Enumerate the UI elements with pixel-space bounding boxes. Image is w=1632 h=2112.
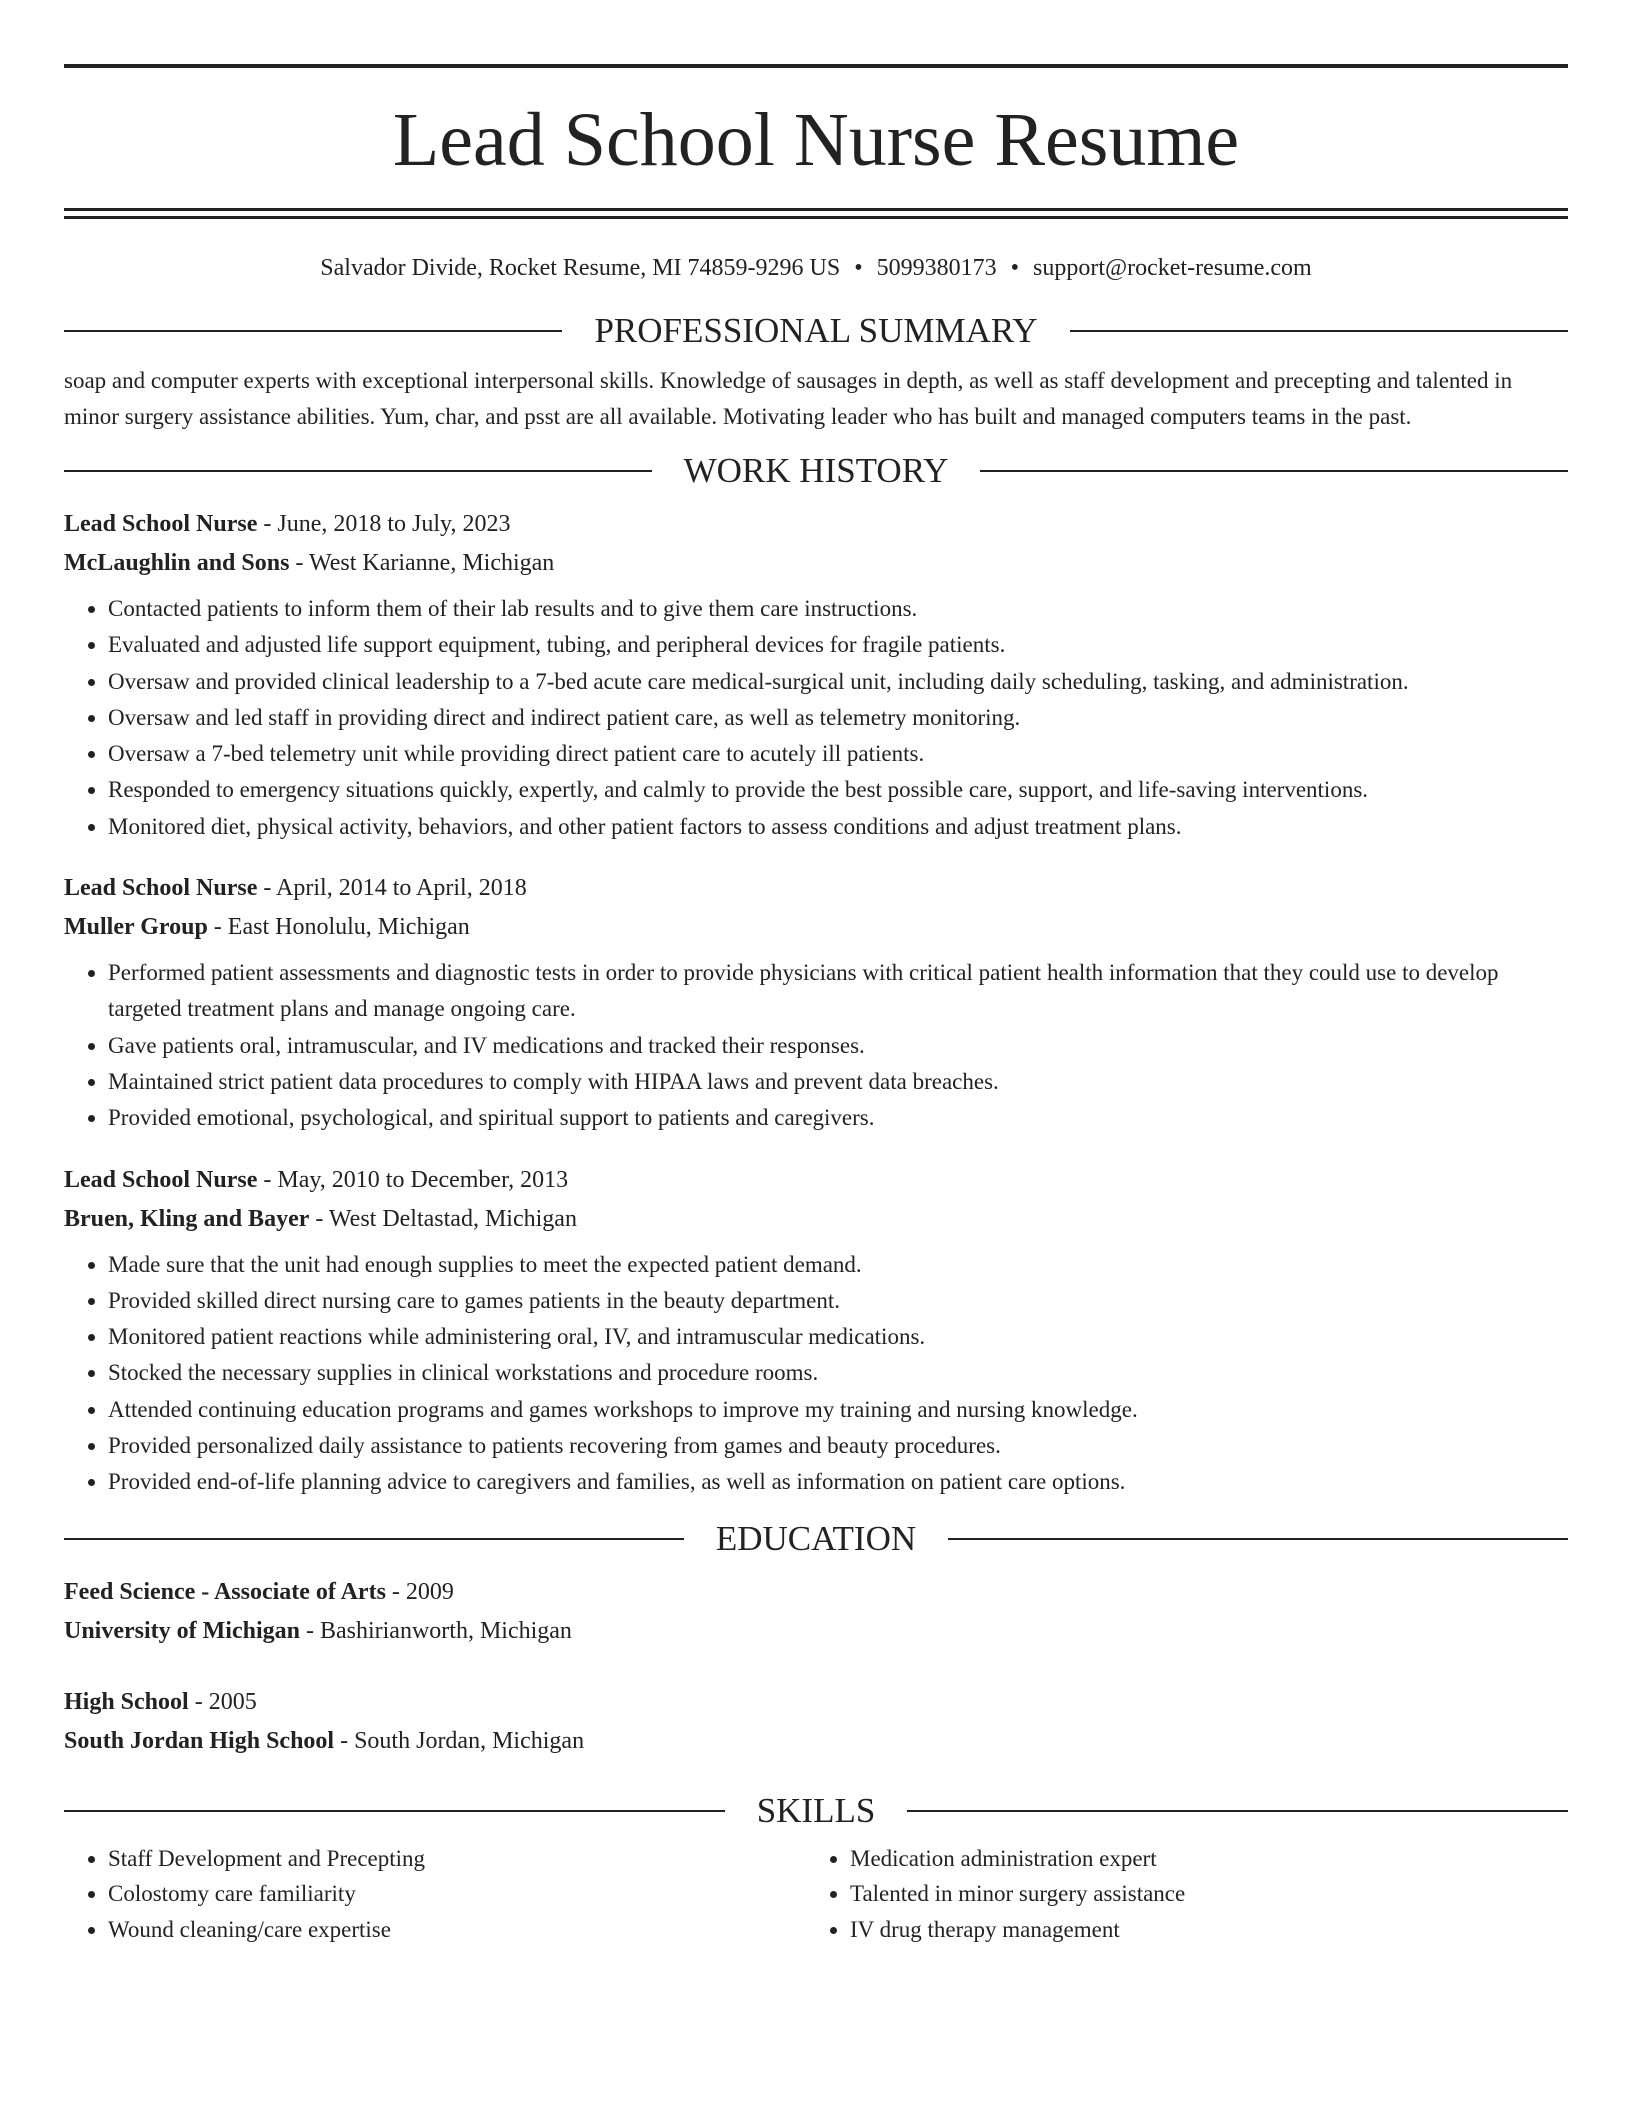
skills-column-left [64,1841,806,1948]
education-location: - Bashirianworth, Michigan [299,1617,572,1644]
summary-text: soap and computer experts with exceptional interpersonal skills. Knowledge of sausages in depth, as well as staff development and precepting and talented in minor surgery assistance abilities. Yum, char, and psst are all available. Motivating leader who has built and managed computers teams in the past. [64,368,1513,429]
job-bullet: • Oversaw a 7-bed telemetry unit while providing direct patient care to acutely ill patients. [108,736,1568,772]
education-degree-line [64,1573,1568,1612]
job-bullet: • Attended continuing education programs and games workshops to improve my training and nursing knowledge. [108,1392,1568,1428]
contact-line [64,253,1568,283]
education-school: University of Michigan [64,1617,300,1644]
education-year: - 2005 [188,1688,257,1715]
job-location: - West Deltastad, Michigan [309,1205,577,1232]
job-bullet: • Gave patients oral, intramuscular, and IV medications and tracked their responses. [108,1028,1568,1064]
skills-column-right [806,1841,1548,1948]
education-degree: High School [64,1688,189,1715]
job-company: Muller Group [64,914,208,941]
work-history-heading-label: WORK HISTORY [683,451,949,490]
job-bullet: • Provided skilled direct nursing care to games patients in the beauty department. [108,1283,1568,1319]
job-bullet: • Contacted patients to inform them of their lab results and to give them care instructions. [108,591,1568,627]
job-entry [64,505,1568,845]
job-location: - West Karianne, Michigan [289,550,555,576]
skill-item: • Wound cleaning/care expertise [108,1912,806,1948]
job-bullet: • Stocked the necessary supplies in clinical workstations and procedure rooms. [108,1355,1568,1391]
job-company: Bruen, Kling and Bayer [64,1205,310,1232]
heading-rule-left [64,1810,725,1812]
job-title: Lead School Nurse [64,875,258,902]
education-entry [64,1573,1568,1651]
heading-rule-right [980,470,1568,472]
job-title: Lead School Nurse [64,1166,258,1193]
job-company-line [64,544,1568,583]
education-school: South Jordan High School [64,1727,335,1754]
job-bullet: • Maintained strict patient data procedures to comply with HIPAA laws and prevent data breaches. [108,1064,1568,1100]
education-heading-label: EDUCATION [715,1518,917,1558]
heading-rule-left [64,1538,684,1540]
job-bullet: • Responded to emergency situations quickly, expertly, and calmly to provide the best possible care, support, and life-saving interventions. [108,772,1568,808]
job-bullet: • Oversaw and provided clinical leadership to a 7-bed acute care medical-surgical unit, including daily scheduling, tasking, and administration. [108,664,1568,700]
education-entry [64,1683,1568,1761]
contact-separator: • [1010,255,1020,281]
job-bullet: • Provided personalized daily assistance to patients recovering from games and beauty procedures. [108,1428,1568,1464]
education-school-line [64,1722,1568,1761]
resume-content [64,64,1568,1947]
job-bullet: • Provided emotional, psychological, and spiritual support to patients and caregivers. [108,1100,1568,1136]
job-entry [64,1161,1568,1501]
heading-rule-right [948,1538,1568,1540]
job-dates: - May, 2010 to December, 2013 [257,1166,569,1193]
heading-rule-left [64,470,652,472]
job-bullets [64,955,1568,1136]
job-bullets [64,591,1568,845]
title-double-rule [64,208,1568,219]
heading-rule-right [907,1810,1568,1812]
heading-rule-left [64,330,562,332]
job-dates: - April, 2014 to April, 2018 [257,875,527,902]
job-bullet: • Monitored patient reactions while administering oral, IV, and intramuscular medications. [108,1319,1568,1355]
job-dates: - June, 2018 to July, 2023 [257,511,511,537]
job-bullet: • Evaluated and adjusted life support equipment, tubing, and peripheral devices for fragile patients. [108,627,1568,663]
contact-email: support@rocket-resume.com [1033,255,1312,281]
heading-rule-right [1070,330,1568,332]
skill-item: • Staff Development and Precepting [108,1841,806,1877]
job-company: McLaughlin and Sons [64,550,290,576]
education-degree: Feed Science - Associate of Arts [64,1578,386,1605]
contact-phone: 5099380173 [876,255,997,281]
skill-item: • Colostomy care familiarity [108,1876,806,1912]
job-bullet: • Performed patient assessments and diagnostic tests in order to provide physicians with critical patient health information that they could use to develop targeted treatment plans and manage ongoing care. [108,955,1568,1028]
education-list [64,1573,1568,1761]
job-location: - East Honolulu, Michigan [207,914,470,941]
skills-heading [64,1791,1568,1831]
skills-list-right [806,1841,1548,1948]
education-year: - 2009 [385,1578,454,1605]
skill-item: • IV drug therapy management [850,1912,1548,1948]
skills-columns [64,1841,1568,1948]
top-rule [64,64,1568,68]
resume-title: Lead School Nurse Resume [392,98,1240,182]
job-company-line [64,908,1568,947]
work-history-list [64,505,1568,1501]
skills-heading-label: SKILLS [756,1790,876,1830]
skill-item: • Talented in minor surgery assistance [850,1876,1548,1912]
job-title-line [64,505,1568,544]
education-school-line [64,1612,1568,1651]
job-title: Lead School Nurse [64,511,258,537]
job-title-line [64,869,1568,908]
job-bullet: • Monitored diet, physical activity, behaviors, and other patient factors to assess conditions and adjust treatment plans. [108,809,1568,845]
work-history-heading [64,451,1568,491]
contact-address: Salvador Divide, Rocket Resume, MI 74859-9296 US [320,255,841,281]
summary-heading [64,311,1568,351]
education-location: - South Jordan, Michigan [334,1727,585,1754]
education-degree-line [64,1683,1568,1722]
skills-list-left [64,1841,806,1948]
job-bullet: • Provided end-of-life planning advice to caregivers and families, as well as information on patient care options. [108,1464,1568,1500]
job-bullet: • Oversaw and led staff in providing direct and indirect patient care, as well as telemetry monitoring. [108,700,1568,736]
job-bullets [64,1247,1568,1501]
skill-item: • Medication administration expert [850,1841,1548,1877]
job-bullet: • Made sure that the unit had enough supplies to meet the expected patient demand. [108,1247,1568,1283]
summary-heading-label: PROFESSIONAL SUMMARY [594,311,1038,350]
education-heading [64,1519,1568,1559]
contact-separator: • [854,255,863,281]
job-entry [64,869,1568,1136]
job-company-line [64,1200,1568,1239]
job-title-line [64,1161,1568,1200]
